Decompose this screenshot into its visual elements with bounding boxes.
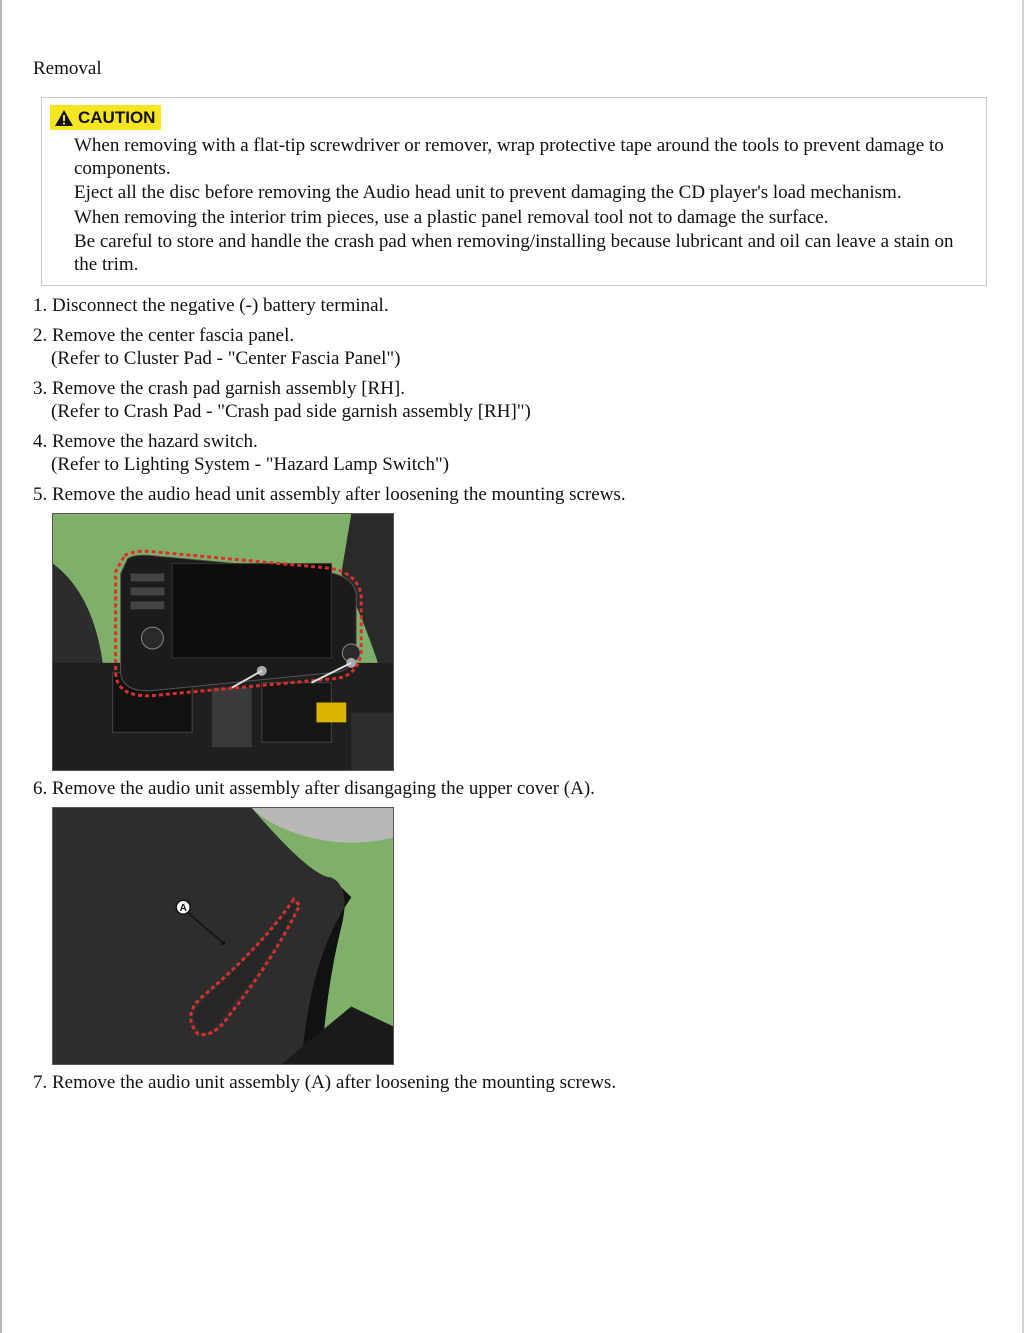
caution-line: When removing the interior trim pieces, use a plastic panel removal tool not to damage the surface. (74, 206, 829, 228)
step-text: 4. Remove the hazard switch. (33, 431, 258, 452)
caution-line: When removing with a flat-tip screwdriver or remover, wrap protective tape around the tools to prevent damage to components. (74, 135, 944, 179)
step-7 (33, 1071, 993, 1094)
caution-box (41, 97, 987, 286)
step-5 (33, 483, 993, 506)
step-3 (33, 377, 993, 423)
step-text: 1. Disconnect the negative (-) battery terminal. (33, 295, 389, 316)
step-2 (33, 324, 993, 370)
warning-icon (54, 109, 74, 127)
caution-text (74, 135, 974, 278)
step-text: 6. Remove the audio unit assembly after disangaging the upper cover (A). (33, 778, 595, 799)
caution-badge (50, 105, 161, 130)
step-4 (33, 430, 993, 476)
step-6 (33, 777, 993, 800)
step-reference[interactable]: (Refer to Lighting System - "Hazard Lamp Switch") (51, 454, 450, 475)
step-text: 2. Remove the center fascia panel. (33, 325, 295, 346)
figure-audio-head-unit (52, 513, 394, 771)
step-1 (33, 294, 993, 317)
caution-line: Eject all the disc before removing the Audio head unit to prevent damaging the CD player's load mechanism. (74, 182, 902, 203)
step-text: 3. Remove the crash pad garnish assembly [RH]. (33, 378, 405, 399)
page-left-edge (0, 0, 2, 1333)
step-text: 7. Remove the audio unit assembly (A) after loosening the mounting screws. (33, 1072, 617, 1093)
caution-label: CAUTION (78, 107, 156, 127)
figure-upper-cover (52, 807, 394, 1065)
step-text: 5. Remove the audio head unit assembly after loosening the mounting screws. (33, 484, 626, 505)
step-reference[interactable]: (Refer to Cluster Pad - "Center Fascia Panel") (51, 348, 401, 369)
section-title: Removal (33, 58, 102, 79)
caution-line: Be careful to store and handle the crash pad when removing/installing because lubricant and oil can leave a stain on the trim. (74, 231, 954, 275)
step-reference[interactable]: (Refer to Crash Pad - "Crash pad side garnish assembly [RH]") (51, 401, 531, 422)
callout-a: A (179, 903, 187, 915)
